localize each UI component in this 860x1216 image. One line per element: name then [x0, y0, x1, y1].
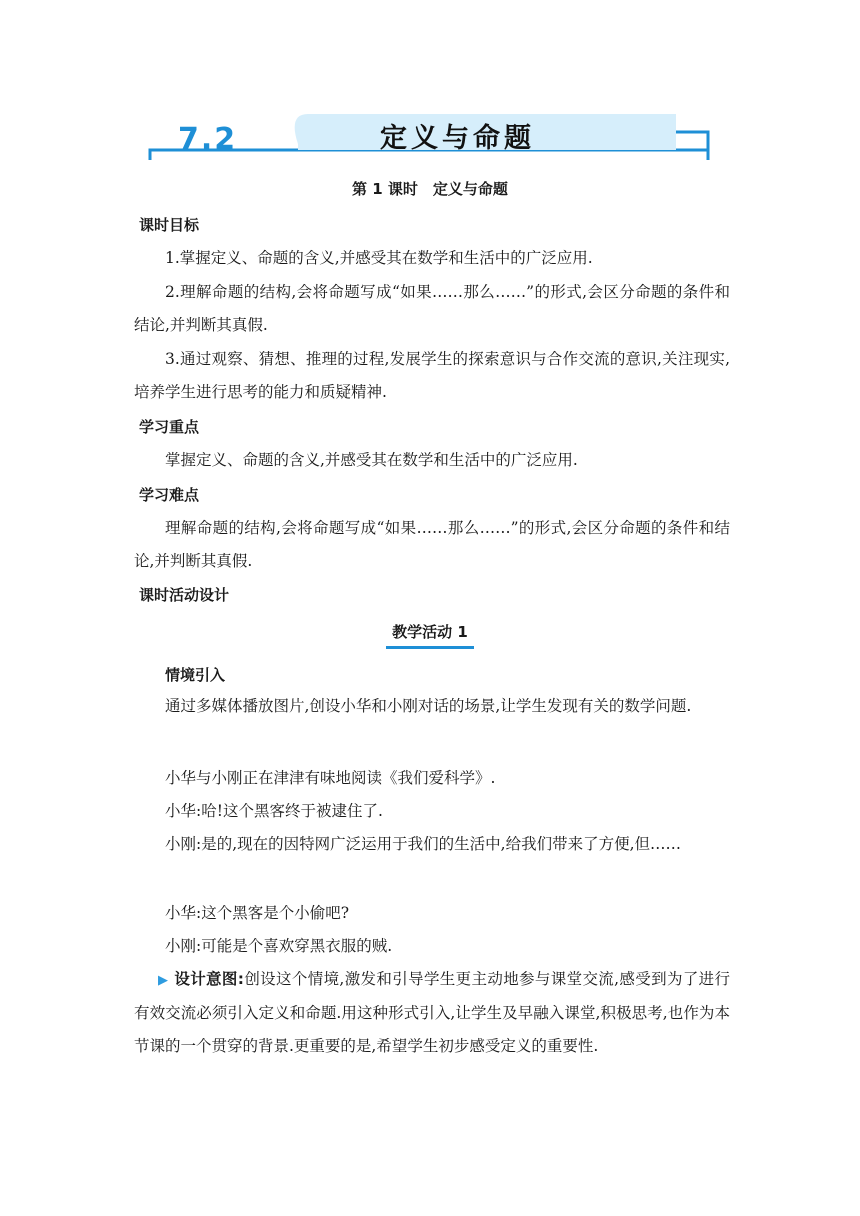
section-number: 7.2 — [178, 122, 238, 157]
play-triangle-icon: ▶ — [158, 973, 169, 988]
objectives-heading: 课时目标 — [139, 216, 200, 234]
objective-3: 3.通过观察、猜想、推理的过程,发展学生的探索意识与合作交流的意识,关注现实,培养学生进行思考的能力和质疑精神. — [134, 350, 730, 401]
difficulties-text: 理解命题的结构,会将命题写成“如果……那么……”的形式,会区分命题的条件和结论,并判断其真假. — [134, 519, 730, 570]
key-points-heading: 学习重点 — [139, 418, 200, 436]
design-intent-label: 设计意图: — [174, 970, 244, 988]
scenario-paragraph: 通过多媒体播放图片,创设小华和小刚对话的场景,让学生发现有关的数学问题. — [165, 697, 692, 715]
section-header — [148, 110, 714, 166]
objective-2: 2.理解命题的结构,会将命题写成“如果……那么……”的形式,会区分命题的条件和结论,并判断其真假. — [134, 283, 730, 334]
design-heading: 课时活动设计 — [139, 586, 230, 604]
section-title: 定义与命题 — [380, 123, 535, 154]
scenario-paragraph: 小华与小刚正在津津有味地阅读《我们爱科学》. — [165, 769, 496, 787]
design-intent-text: 创设这个情境,激发和引导学生更主动地参与课堂交流,感受到为了进行有效交流必须引入定义和命题.用这种形式引入,让学生及早融入课堂,积极思考,也作为本节课的一个贯穿的背景.更重要的是,希望学生初步感受定义的重要性. — [134, 970, 731, 1055]
design-intent — [134, 963, 730, 1063]
activity-title-label: 教学活动 1 — [386, 621, 474, 649]
activity-title — [0, 621, 860, 649]
scenario-paragraph: 小刚:可能是个喜欢穿黑衣服的贼. — [165, 937, 393, 955]
key-points-text: 掌握定义、命题的含义,并感受其在数学和生活中的广泛应用. — [165, 451, 578, 469]
difficulties-heading: 学习难点 — [139, 486, 200, 504]
scenario-paragraph: 小刚:是的,现在的因特网广泛运用于我们的生活中,给我们带来了方便,但…… — [165, 835, 682, 853]
scenario-paragraph: 小华:哈!这个黑客终于被逮住了. — [165, 802, 383, 820]
lesson-title: 第 1 课时 定义与命题 — [352, 180, 508, 198]
objective-1: 1.掌握定义、命题的含义,并感受其在数学和生活中的广泛应用. — [165, 249, 593, 267]
scenario-heading: 情境引入 — [165, 666, 226, 684]
scenario-paragraph: 小华:这个黑客是个小偷吧? — [165, 904, 350, 922]
